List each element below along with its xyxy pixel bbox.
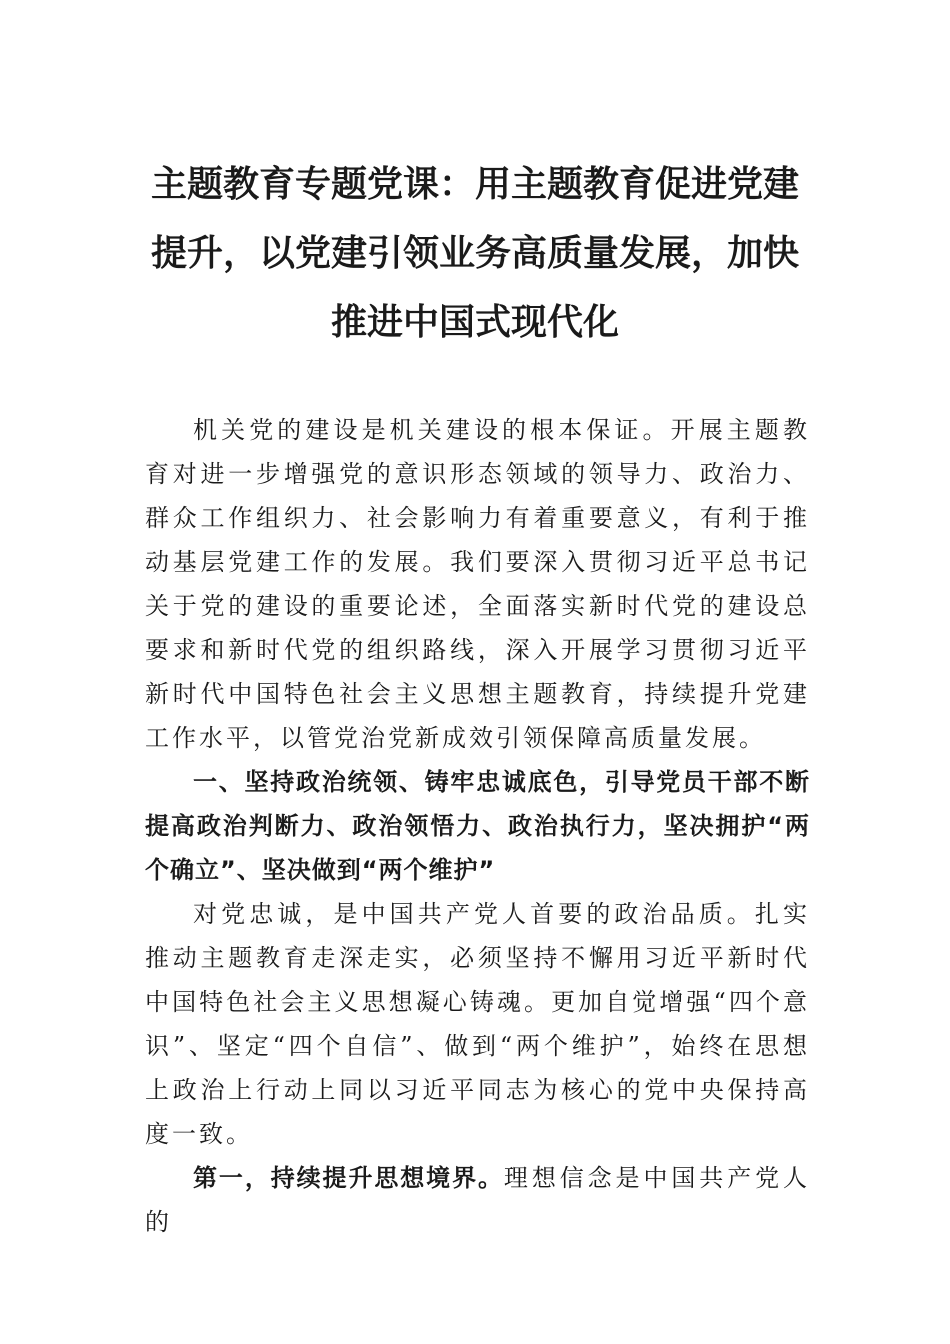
section-1-paragraph: 对党忠诚，是中国共产党人首要的政治品质。扎实推动主题教育走深走实，必须坚持不懈用习近平新时代中国特色社会主义思想凝心铸魂。更加自觉增强“四个意识”、坚定“四个自信”、做到“两个维护”，始终在思想上政治上行动上同以习近平同志为核心的党中央保持高度一致。: [145, 900, 810, 1148]
document-body: [145, 408, 810, 1244]
document-title: [130, 150, 820, 357]
title-line-2: 提升，以党建引领业务高质量发展，加快: [150, 232, 799, 274]
point-1-text: 理想信念是中国共产党人的: [145, 1164, 811, 1236]
point-1-paragraph: [145, 1156, 810, 1244]
title-line-1: 主题教育专题党课：用主题教育促进党建: [150, 163, 799, 205]
intro-paragraph: 机关党的建设是机关建设的根本保证。开展主题教育对进一步增强党的意识形态领域的领导力、政治力、群众工作组织力、社会影响力有着重要意义，有利于推动基层党建工作的发展。我们要深入贯彻习近平总书记关于党的建设的重要论述，全面落实新时代党的建设总要求和新时代党的组织路线，深入开展学习贯彻习近平新时代中国特色社会主义思想主题教育，持续提升党建工作水平，以管党治党新成效引领保障高质量发展。: [145, 416, 810, 752]
point-1-lead: 第一，持续提升思想境界。: [193, 1164, 504, 1192]
section-1-heading: 一、坚持政治统领、铸牢忠诚底色，引导党员干部不断提高政治判断力、政治领悟力、政治执行力，坚决拥护“两个确立”、坚决做到“两个维护”: [145, 768, 810, 884]
title-line-3: 推进中国式现代化: [330, 301, 619, 343]
